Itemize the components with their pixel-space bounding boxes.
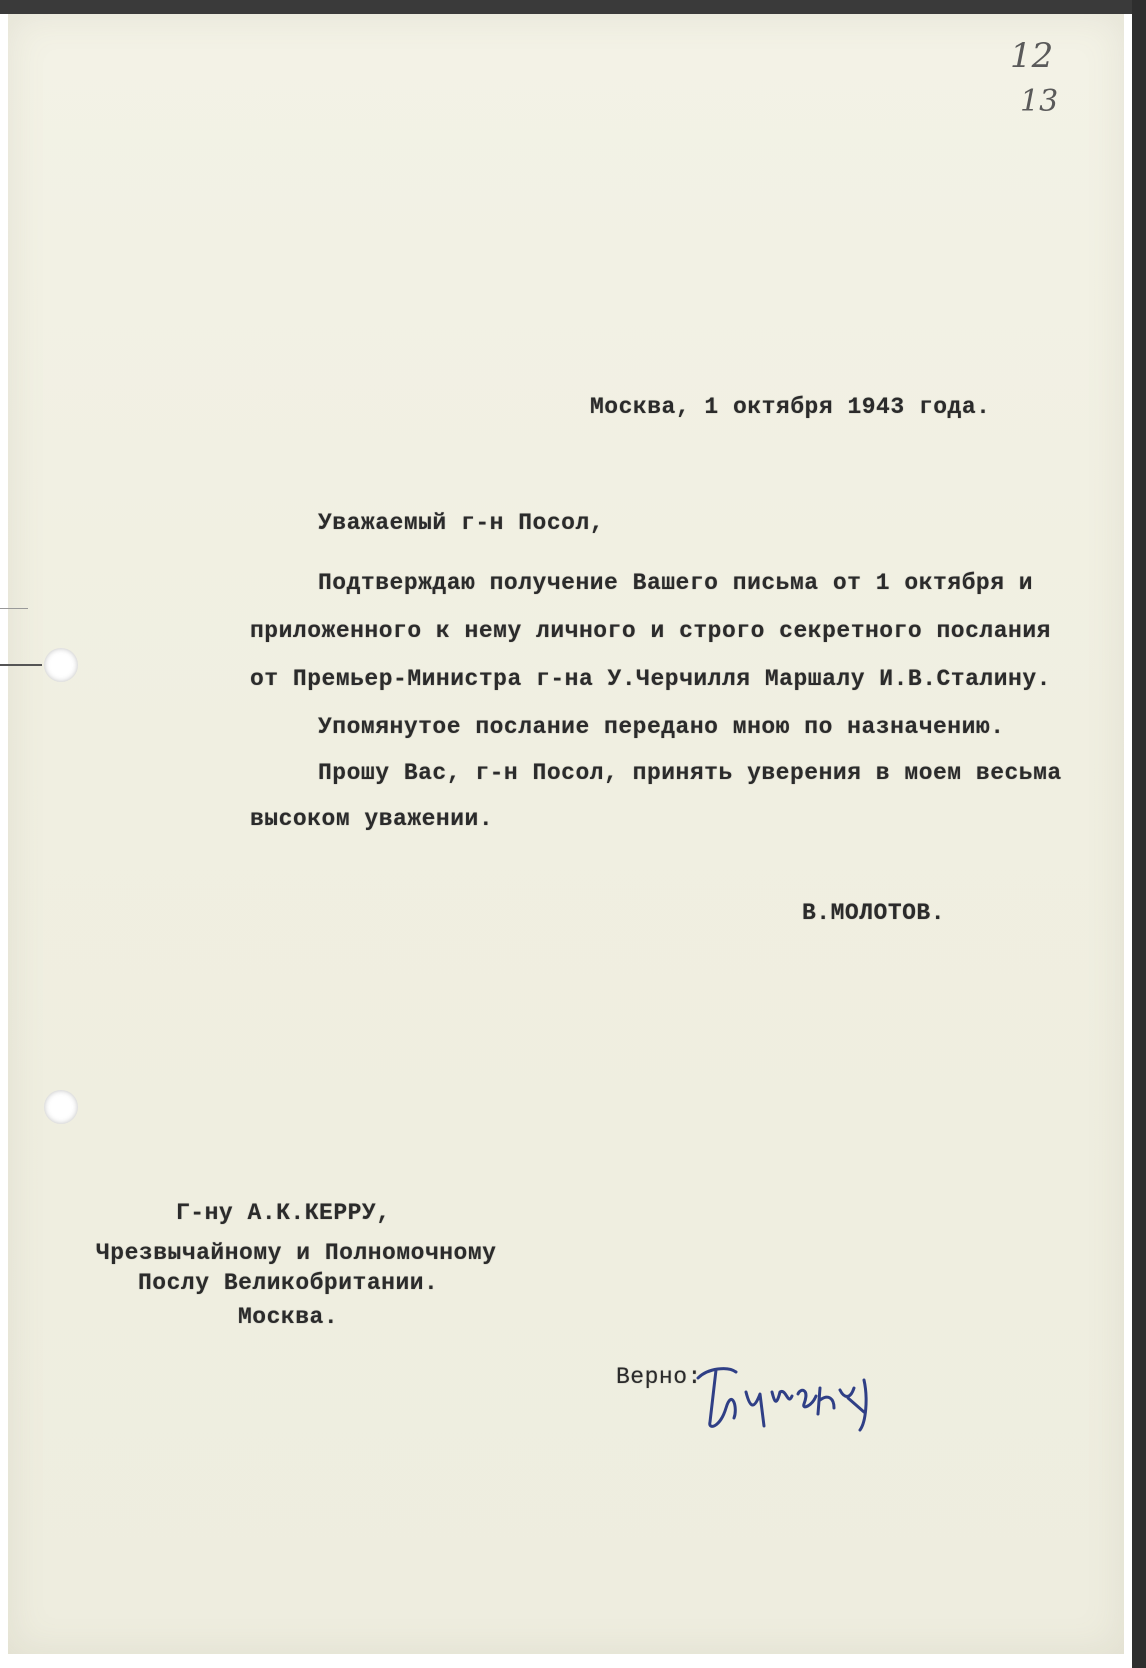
addressee-line: Послу Великобритании. [138, 1270, 439, 1296]
body-line: высоком уважении. [250, 806, 494, 832]
margin-tick [0, 608, 28, 609]
addressee-line: Чрезвычайному и Полномочному [96, 1240, 497, 1266]
punch-hole [44, 648, 78, 682]
scan-edge-top [0, 0, 1146, 14]
signatory-name: В.МОЛОТОВ. [802, 900, 946, 926]
body-line: Прошу Вас, г-н Посол, принять уверения в моем весьма [318, 760, 1062, 786]
body-line: приложенного к нему личного и строго секретного послания [250, 618, 1051, 644]
addressee-line: Г-ну А.К.КЕРРУ, [176, 1200, 391, 1226]
addressee-line: Москва. [238, 1304, 339, 1330]
date-line: Москва, 1 октября 1943 года. [590, 394, 991, 420]
certification-label: Верно: [616, 1364, 702, 1390]
body-line: Упомянутое послание передано мною по назначению. [318, 714, 1005, 740]
handwritten-signature [688, 1348, 888, 1438]
scan-edge-right [1132, 0, 1146, 1668]
archive-page-number: 12 [1010, 36, 1054, 76]
document-sheet [8, 14, 1124, 1654]
punch-hole [44, 1090, 78, 1124]
salutation: Уважаемый г-н Посол, [318, 510, 605, 536]
margin-tick [0, 664, 42, 666]
archive-page-number-secondary: 13 [1020, 84, 1059, 119]
body-line: Подтверждаю получение Вашего письма от 1 октября и [318, 570, 1034, 596]
body-line: от Премьер-Министра г-на У.Черчилля Маршалу И.В.Сталину. [250, 666, 1051, 692]
